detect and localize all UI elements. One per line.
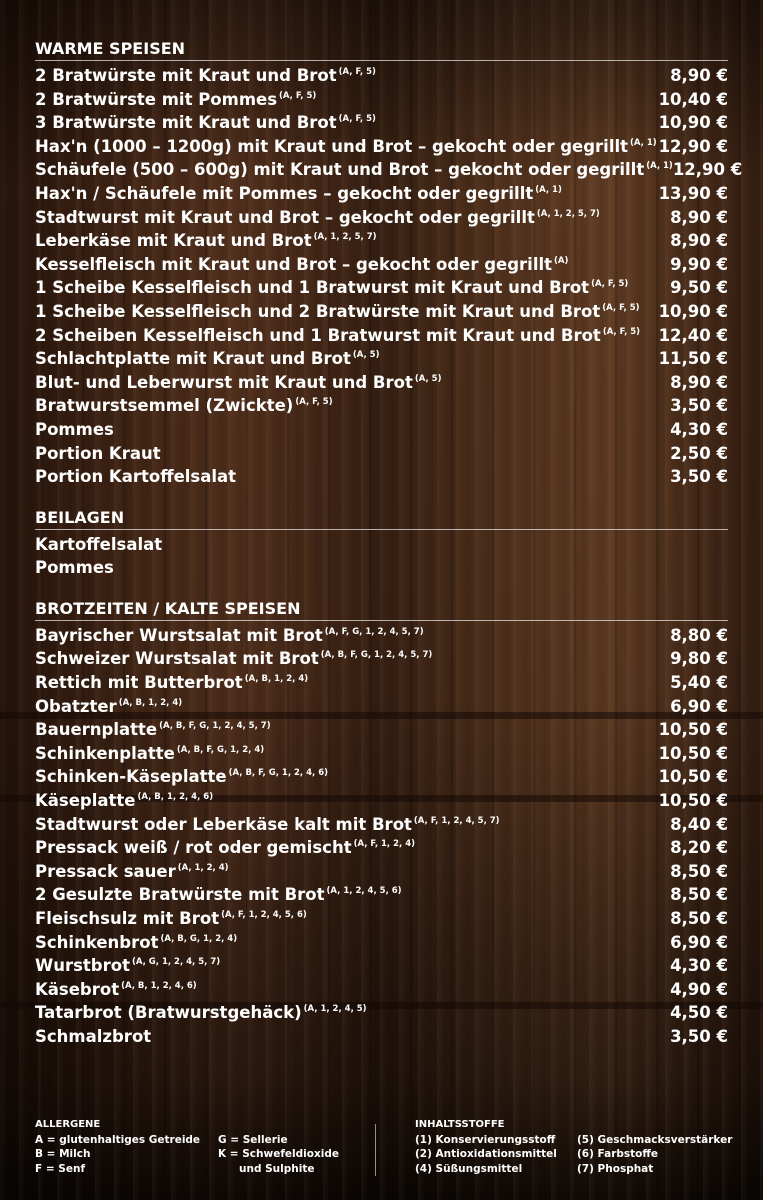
menu-item-allergen-codes: (A, 1): [646, 161, 673, 172]
ingredients-col-1: [415, 1133, 577, 1177]
menu-item-allergen-codes: (A, 1): [535, 184, 562, 195]
menu-item-name: Rettich mit Butterbrot: [35, 673, 243, 693]
menu-item-price: 12,90 €: [672, 160, 743, 180]
menu-item-label: [35, 624, 424, 648]
menu-item-allergen-codes: (A, 1, 2, 5, 7): [313, 232, 377, 243]
menu-item-label: [35, 765, 328, 789]
menu-item: [35, 418, 728, 442]
menu-item-price: 10,40 €: [658, 89, 728, 109]
menu-item-name: Obatzter: [35, 696, 117, 716]
allergen-entry: F = Senf: [35, 1162, 86, 1175]
allergen-entry: B = Milch: [35, 1148, 91, 1160]
menu-item-label: [35, 465, 236, 489]
menu-item-name: Schmalzbrot: [35, 1026, 152, 1046]
footer-legend: [35, 1118, 733, 1180]
menu-item-price: 8,90 €: [670, 66, 728, 85]
menu-item-label: [35, 1025, 151, 1049]
menu-item-price: 12,90 €: [658, 136, 728, 156]
menu-item: [35, 324, 728, 348]
menu-item-name: 1 Scheibe Kesselfleisch und 2 Bratwürste mit Kraut und Brot: [35, 301, 601, 321]
menu-item-label: [35, 371, 441, 395]
menu-item-name: 2 Scheiben Kesselfleisch und 1 Bratwurst mit Kraut und Brot: [35, 325, 601, 345]
menu-item-name: Hax'n (1000 – 1200g) mit Kraut und Brot – gekocht oder gegrillt: [35, 136, 629, 156]
ingredients-col-2: [577, 1133, 732, 1177]
menu-item: [35, 647, 728, 671]
allergens-title: ALLERGENE: [35, 1119, 101, 1130]
menu-item-price: 5,40 €: [670, 673, 728, 693]
menu-item-name: Schinken-Käseplatte: [35, 767, 227, 787]
menu-item-price: 3,50 €: [670, 1026, 728, 1046]
menu-item: [35, 765, 728, 789]
menu-item-price: 3,50 €: [670, 467, 728, 487]
menu-item-allergen-codes: (A, F, 5): [338, 67, 376, 77]
menu-item-price: 8,50 €: [670, 885, 728, 905]
menu-item-name: 3 Bratwürste mit Kraut und Brot: [35, 113, 337, 133]
menu-item-allergen-codes: (A, F, G, 1, 2, 4, 5, 7): [324, 626, 424, 637]
menu-item-price: 13,90 €: [658, 183, 728, 203]
menu-item-name: Schinkenplatte: [35, 743, 175, 763]
menu-item-name: 2 Gesulzte Bratwürste mit Brot: [35, 885, 325, 905]
menu-item-name: 1 Scheibe Kesselfleisch und 1 Bratwurst mit Kraut und Brot: [35, 278, 590, 298]
menu-item-allergen-codes: (A, B, F, G, 1, 2, 4): [176, 744, 265, 755]
menu-item-price: 8,50 €: [670, 909, 728, 928]
menu-item-price: 6,90 €: [670, 932, 728, 952]
menu-item-price: 10,50 €: [658, 720, 728, 740]
menu-item-price: 8,90 €: [670, 207, 728, 227]
menu-item-allergen-codes: (A, F, 5): [591, 279, 629, 290]
ingredient-entry: (2) Antioxidationsmittel: [415, 1148, 557, 1160]
menu-item-price: 9,90 €: [670, 254, 728, 274]
menu-item-label: [35, 860, 229, 884]
menu-item-name: Hax'n / Schäufele mit Pommes – gekocht oder gegrillt: [35, 183, 534, 203]
menu-item: [35, 229, 728, 253]
allergens-col-2: [218, 1133, 339, 1177]
menu-item-label: [35, 695, 182, 719]
menu-item-name: Stadtwurst mit Kraut und Brot – gekocht oder gegrillt: [35, 207, 535, 227]
menu-item-label: [35, 742, 264, 766]
menu-item-allergen-codes: (A, B, 1, 2, 4): [244, 674, 309, 685]
menu-item-label: [35, 111, 376, 135]
menu-item-name: Bratwurstsemmel (Zwickte): [35, 396, 294, 416]
menu-item-allergen-codes: (A, B, F, G, 1, 2, 4, 5, 7): [320, 650, 433, 661]
menu-item-label: [35, 883, 402, 907]
menu-item-allergen-codes: (A): [554, 255, 569, 266]
menu-item-name: Pressack sauer: [35, 861, 176, 881]
menu-item-price: 6,90 €: [670, 696, 728, 716]
menu-item: [35, 300, 728, 324]
menu-item-name: Bauernplatte: [35, 720, 158, 740]
allergen-entry: A = glutenhaltiges Getreide: [35, 1133, 201, 1146]
menu-item-label: [35, 276, 628, 300]
menu-item-name: Pommes: [35, 558, 114, 578]
menu-item: [35, 813, 728, 837]
menu-item: [35, 789, 728, 813]
menu-item-price: 8,90 €: [670, 231, 728, 251]
menu-item-name: Pressack weiß / rot oder gemischt: [35, 838, 352, 858]
menu-item-name: 2 Bratwürste mit Pommes: [35, 89, 278, 109]
menu-item-allergen-codes: (A, 5): [352, 350, 380, 361]
menu-item-allergen-codes: (A, G, 1, 2, 4, 5, 7): [131, 957, 221, 968]
menu-item-label: [35, 556, 114, 580]
menu-item: [35, 556, 728, 580]
menu-item: [35, 836, 728, 860]
menu-content: [35, 38, 743, 1067]
menu-item: [35, 394, 728, 418]
menu-item-price: 3,50 €: [670, 396, 728, 416]
menu-item: [35, 533, 728, 557]
menu-item-name: Bayrischer Wurstsalat mit Brot: [35, 625, 323, 645]
menu-item: [35, 883, 728, 907]
allergen-entry: K = Schwefeldioxide: [218, 1148, 339, 1160]
menu-item-name: Blut- und Leberwurst mit Kraut und Brot: [35, 372, 413, 392]
menu-item: [35, 695, 728, 719]
menu-item-allergen-codes: (A, B, 1, 2, 4, 6): [137, 792, 214, 803]
menu-item: [35, 111, 728, 135]
menu-item: [35, 88, 728, 112]
menu-item-name: Käseplatte: [35, 791, 136, 811]
menu-item-label: [35, 647, 432, 671]
menu-item-allergen-codes: (A, 1): [630, 137, 657, 148]
menu-item: [35, 347, 728, 371]
menu-item-label: [35, 978, 197, 1002]
menu-item: [35, 253, 728, 277]
menu-item: [35, 276, 728, 300]
menu-item: [35, 907, 728, 931]
menu-item-price: 4,30 €: [670, 419, 728, 439]
menu-item-name: Pommes: [35, 419, 114, 439]
menu-item-label: [35, 300, 640, 324]
menu-item-price: 2,50 €: [670, 443, 728, 463]
menu-item-allergen-codes: (A, B, G, 1, 2, 4): [160, 933, 238, 944]
menu-item-name: Portion Kartoffelsalat: [35, 467, 237, 487]
menu-item-allergen-codes: (A, 1, 2, 4): [177, 862, 229, 873]
ingredients-title: INHALTSSTOFFE: [415, 1119, 505, 1130]
menu-item-label: [35, 394, 333, 418]
menu-item-allergen-codes: (A, F, 5): [338, 114, 376, 125]
menu-item: [35, 371, 728, 395]
menu-item-label: [35, 182, 562, 206]
menu-item-allergen-codes: (A, B, 1, 2, 4, 6): [121, 980, 197, 991]
menu-item-allergen-codes: (A, 1, 2, 4, 5): [303, 1004, 367, 1015]
menu-item-allergen-codes: (A, 1, 2, 5, 7): [536, 208, 600, 219]
menu-item-price: 8,80 €: [670, 625, 728, 645]
menu-item-label: [35, 229, 377, 253]
menu-item-name: Schinkenbrot: [35, 932, 159, 952]
menu-item-allergen-codes: (A, F, 5): [602, 326, 641, 337]
menu-item-name: Portion Kraut: [35, 443, 161, 463]
section-title: BEILAGEN: [35, 507, 728, 530]
menu-item: [35, 860, 728, 884]
menu-item-price: 8,20 €: [670, 838, 728, 858]
menu-item-label: [35, 253, 568, 277]
menu-item-name: Schäufele (500 – 600g) mit Kraut und Brot – gekocht oder gegrillt: [35, 160, 645, 180]
menu-item: [35, 978, 728, 1002]
menu-item-price: 4,50 €: [670, 1003, 728, 1023]
menu-item-name: Käsebrot: [35, 979, 120, 999]
menu-item-allergen-codes: (A, B, 1, 2, 4): [118, 697, 183, 708]
menu-item: [35, 931, 728, 955]
menu-item: [35, 624, 728, 648]
menu-item-price: 10,50 €: [658, 767, 728, 787]
menu-item-allergen-codes: (A, F, 5): [602, 302, 640, 313]
menu-item-name: Fleischsulz mit Brot: [35, 909, 220, 928]
menu-item-allergen-codes: (A, 5): [414, 373, 442, 384]
menu-item-allergen-codes: (A, B, F, G, 1, 2, 4, 5, 7): [159, 721, 271, 732]
menu-item: [35, 465, 728, 489]
menu-item-label: [35, 907, 307, 931]
allergen-entry: G = Sellerie: [218, 1133, 288, 1146]
menu-item-label: [35, 671, 308, 695]
menu-item: [35, 954, 728, 978]
menu-item-price: 9,80 €: [670, 649, 728, 669]
menu-section: [35, 598, 728, 1049]
menu-item-name: Stadtwurst oder Leberkäse kalt mit Brot: [35, 814, 412, 834]
menu-item-label: [35, 418, 114, 442]
menu-item: [35, 1025, 728, 1049]
menu-item-label: [35, 64, 376, 88]
menu-item-name: Wurstbrot: [35, 956, 130, 976]
menu-item: [35, 1001, 728, 1025]
menu-item-price: 10,90 €: [658, 301, 728, 321]
menu-item: [35, 206, 728, 230]
menu-item-price: 10,50 €: [658, 743, 728, 763]
menu-item-name: Tatarbrot (Bratwurstgehäck): [35, 1003, 302, 1023]
menu-item-allergen-codes: (A, 1, 2, 4, 5, 6): [326, 886, 402, 897]
menu-item-label: [35, 789, 213, 813]
menu-item-name: Kartoffelsalat: [35, 534, 163, 554]
allergen-entry: und Sulphite: [239, 1162, 315, 1175]
menu-item-allergen-codes: (A, F, 5): [279, 90, 317, 101]
menu-item-label: [35, 324, 640, 348]
menu-item-name: Schlachtplatte mit Kraut und Brot: [35, 349, 351, 369]
menu-item-allergen-codes: (A, F, 5): [295, 397, 333, 408]
menu-item: [35, 182, 728, 206]
menu-item-label: [35, 88, 316, 112]
menu-item-price: 10,90 €: [658, 113, 728, 133]
menu-item-price: 10,50 €: [658, 791, 728, 811]
menu-item-label: [35, 206, 600, 230]
menu-item-label: [35, 813, 500, 837]
menu-item-name: Schweizer Wurstsalat mit Brot: [35, 649, 319, 669]
menu-item-label: [35, 347, 379, 371]
menu-item: [35, 158, 743, 182]
menu-item: [35, 64, 728, 88]
menu-item-price: 11,50 €: [658, 349, 728, 369]
menu-item-price: 8,50 €: [670, 861, 728, 881]
menu-item-allergen-codes: (A, B, F, G, 1, 2, 4, 6): [228, 768, 329, 779]
menu-section: [35, 38, 743, 489]
menu-item: [35, 442, 728, 466]
menu-item-name: Leberkäse mit Kraut und Brot: [35, 231, 312, 251]
menu-item-allergen-codes: (A, F, 1, 2, 4): [353, 839, 416, 850]
ingredient-entry: (5) Geschmacksverstärker: [577, 1133, 733, 1146]
ingredient-entry: (6) Farbstoffe: [577, 1148, 659, 1160]
section-title: BROTZEITEN / KALTE SPEISEN: [35, 598, 728, 621]
menu-item-label: [35, 954, 220, 978]
allergens-col-1: [35, 1133, 218, 1177]
menu-item-label: [35, 442, 161, 466]
section-title: WARME SPEISEN: [35, 38, 728, 61]
menu-item-label: [35, 158, 673, 182]
menu-item-label: [35, 718, 271, 742]
menu-item-price: 8,90 €: [670, 372, 728, 392]
menu-item: [35, 135, 728, 159]
menu-section: [35, 507, 728, 580]
allergens-legend: [35, 1118, 365, 1176]
menu-item-price: 4,90 €: [670, 979, 728, 999]
ingredient-entry: (7) Phosphat: [577, 1162, 654, 1175]
menu-item-price: 12,40 €: [658, 325, 728, 345]
menu-item: [35, 718, 728, 742]
menu-item-price: 8,40 €: [670, 814, 728, 834]
menu-item: [35, 742, 728, 766]
menu-item-price: 9,50 €: [670, 278, 728, 298]
menu-item-allergen-codes: (A, F, 1, 2, 4, 5, 6): [221, 910, 307, 920]
menu-item-allergen-codes: (A, F, 1, 2, 4, 5, 7): [413, 815, 500, 826]
ingredients-legend: [415, 1118, 735, 1176]
menu-item-label: [35, 931, 237, 955]
menu-item-label: [35, 135, 657, 159]
menu-item-label: [35, 1001, 367, 1025]
ingredient-entry: (4) Süßungsmittel: [415, 1162, 523, 1175]
footer-divider: [375, 1124, 376, 1176]
menu-item-name: 2 Bratwürste mit Kraut und Brot: [35, 66, 337, 85]
menu-item-price: 4,30 €: [670, 956, 728, 976]
menu-item-label: [35, 533, 162, 557]
ingredient-entry: (1) Konservierungsstoff: [415, 1133, 556, 1146]
menu-item: [35, 671, 728, 695]
menu-item-name: Kesselfleisch mit Kraut und Brot – gekocht oder gegrillt: [35, 254, 553, 274]
menu-item-label: [35, 836, 415, 860]
